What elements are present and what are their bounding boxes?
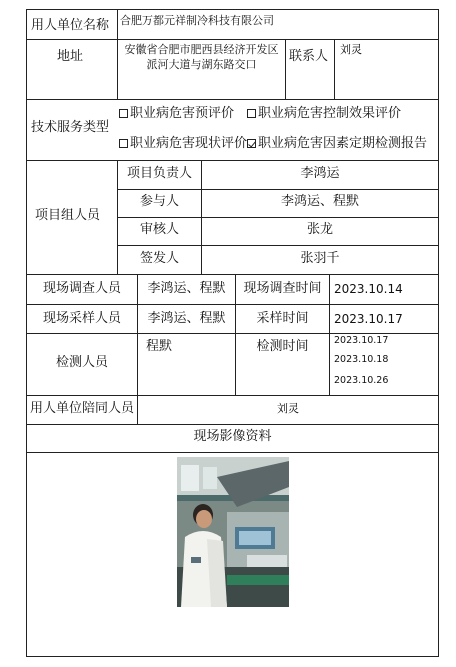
contact-label: 联系人: [289, 49, 329, 64]
team-member: 张龙: [306, 222, 333, 237]
accompany-label: 用人单位陪同人员: [29, 401, 134, 416]
service-option-status-evaluation[interactable]: 职业病危害现状评价: [119, 137, 247, 152]
col-divider: [285, 39, 286, 99]
sampling-label: 现场采样人员: [42, 311, 121, 326]
survey-label: 现场调查人员: [42, 281, 121, 296]
row-divider: [117, 189, 438, 190]
col-divider: [334, 39, 335, 99]
row-divider: [117, 245, 438, 246]
team-member: 李鸿运、程默: [280, 194, 359, 209]
checkbox-icon: [247, 109, 256, 118]
checkbox-icon: [119, 109, 128, 118]
row-divider: [27, 39, 438, 40]
row-divider: [27, 304, 438, 305]
team-member: 李鸿运: [300, 166, 340, 181]
col-divider: [329, 274, 330, 395]
survey-value: 李鸿运、程默: [147, 281, 226, 296]
row-divider: [27, 160, 438, 161]
row-divider: [27, 395, 438, 396]
client-label: 用人单位名称: [31, 18, 110, 33]
contact-value: 刘灵: [340, 43, 362, 56]
row-divider: [27, 99, 438, 100]
team-label: 项目组人员: [35, 208, 101, 223]
team-member: 张羽千: [300, 251, 340, 266]
sampling-time-value: 2023.10.17: [334, 312, 403, 326]
row-divider: [27, 452, 438, 453]
checkbox-icon: [119, 139, 128, 148]
testing-date: 2023.10.18: [334, 354, 389, 365]
row-divider: [117, 217, 438, 218]
team-role: 参与人: [139, 194, 179, 209]
row-divider: [27, 274, 438, 275]
team-role: 审核人: [139, 222, 179, 237]
project-info-form: [26, 9, 439, 657]
service-type-label: 技术服务类型: [31, 120, 110, 135]
sampling-value: 李鸿运、程默: [147, 311, 226, 326]
address-line-1: 安徽省合肥市肥西县经济开发区: [124, 43, 279, 56]
row-divider: [27, 333, 438, 334]
survey-time-value: 2023.10.14: [334, 282, 403, 296]
testing-label: 检测人员: [55, 355, 108, 370]
team-role: 签发人: [139, 251, 179, 266]
service-option-periodic-detection[interactable]: 职业病危害因素定期检测报告: [247, 137, 427, 152]
address-line-2: 派河大道与湖东路交口: [146, 58, 257, 71]
testing-time-label: 检测时间: [256, 339, 309, 354]
sampling-time-label: 采样时间: [256, 311, 309, 326]
accompany-value: 刘灵: [277, 402, 299, 415]
testing-date: 2023.10.17: [334, 335, 389, 346]
col-divider: [117, 10, 118, 39]
testing-date: 2023.10.26: [334, 375, 389, 386]
row-divider: [27, 424, 438, 425]
client-value: 合肥万都元祥制冷科技有限公司: [120, 14, 274, 27]
team-role: 项目负责人: [126, 166, 192, 181]
address-label: 地址: [57, 49, 84, 64]
service-option-control-effect[interactable]: 职业病危害控制效果评价: [247, 107, 401, 122]
survey-time-label: 现场调查时间: [243, 281, 322, 296]
service-option-pre-evaluation[interactable]: 职业病危害预评价: [119, 107, 234, 122]
testing-value: 程默: [146, 339, 173, 354]
site-photo: [177, 457, 289, 607]
images-header: 现场影像资料: [193, 429, 272, 444]
checkbox-checked-icon: [247, 139, 256, 148]
